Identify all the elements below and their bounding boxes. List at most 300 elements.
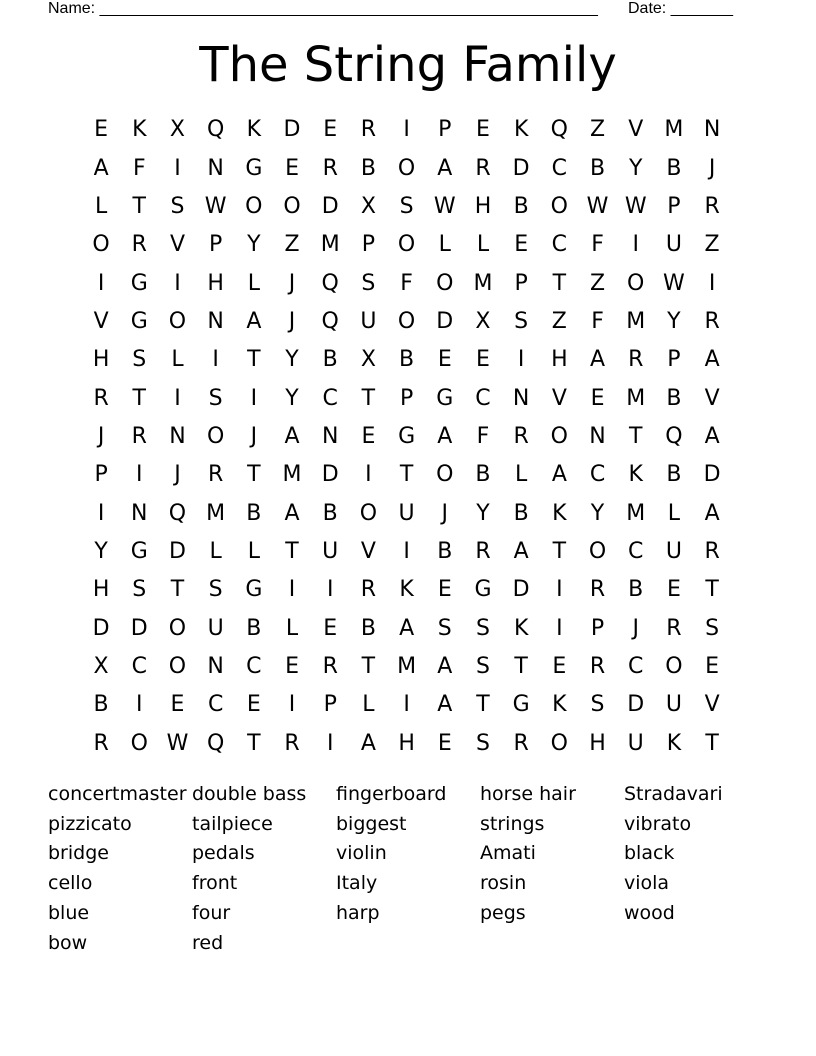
word-bank-item: pedals xyxy=(192,842,255,865)
grid-letter: P xyxy=(438,117,452,143)
grid-letter: E xyxy=(361,423,376,449)
grid-letter: G xyxy=(474,577,492,603)
grid-letter: Z xyxy=(704,232,720,258)
grid-letter: A xyxy=(360,730,376,756)
grid-letter: I xyxy=(174,155,181,181)
grid-letter: I xyxy=(326,730,334,756)
grid-letter: K xyxy=(246,117,262,143)
grid-letter: T xyxy=(132,385,146,411)
grid-letter: J xyxy=(288,270,296,296)
grid-letter: M xyxy=(664,117,684,143)
grid-letter: S xyxy=(208,577,223,603)
grid-letter: M xyxy=(626,385,646,411)
grid-letter: Z xyxy=(551,308,567,334)
grid-letter: A xyxy=(551,462,567,488)
grid-letter: I xyxy=(136,692,143,718)
grid-letter: T xyxy=(170,577,185,603)
grid-letter: K xyxy=(628,462,643,488)
grid-letter: R xyxy=(666,615,682,641)
grid-letter: G xyxy=(436,385,454,411)
grid-letter: B xyxy=(322,347,338,373)
word-bank-item: cello xyxy=(48,872,93,895)
grid-letter: D xyxy=(321,462,339,488)
grid-letter: F xyxy=(476,423,490,449)
grid-letter: A xyxy=(399,615,415,641)
grid-letter: L xyxy=(209,538,222,564)
grid-letter: T xyxy=(705,730,719,756)
grid-letter: K xyxy=(399,577,414,603)
grid-letter: B xyxy=(437,538,453,564)
grid-letter: T xyxy=(552,270,567,296)
grid-letter: R xyxy=(208,462,224,488)
grid-letter: I xyxy=(556,615,563,641)
grid-letter: L xyxy=(362,692,375,718)
grid-letter: R xyxy=(360,117,377,143)
grid-letter: Q xyxy=(665,423,683,449)
grid-letter: D xyxy=(130,615,148,641)
grid-letter: T xyxy=(552,538,567,564)
grid-letter: G xyxy=(512,692,530,718)
grid-letter: U xyxy=(360,308,377,334)
grid-letter: F xyxy=(400,270,413,296)
grid-letter: L xyxy=(247,538,260,564)
grid-letter: O xyxy=(92,232,110,258)
grid-letter: S xyxy=(475,615,490,641)
grid-letter: E xyxy=(246,692,261,718)
grid-letter: P xyxy=(590,615,605,641)
grid-letter: W xyxy=(663,270,685,296)
grid-letter: A xyxy=(284,500,300,526)
grid-letter: S xyxy=(705,615,720,641)
word-bank-item: black xyxy=(624,842,675,865)
grid-letter: L xyxy=(247,270,260,296)
grid-letter: U xyxy=(322,538,339,564)
grid-letter: T xyxy=(285,538,299,564)
grid-letter: E xyxy=(437,577,452,603)
grid-letter: M xyxy=(626,308,646,334)
grid-letter: Q xyxy=(550,117,568,143)
grid-letter: T xyxy=(476,692,490,718)
word-bank-item: strings xyxy=(480,812,545,835)
grid-letter: R xyxy=(131,423,147,449)
grid-letter: R xyxy=(284,730,300,756)
grid-letter: B xyxy=(666,385,682,411)
grid-letter: A xyxy=(704,347,720,373)
grid-letter: B xyxy=(513,500,529,526)
grid-letter: R xyxy=(322,155,338,181)
grid-letter: O xyxy=(397,308,416,334)
grid-letter: O xyxy=(283,193,301,219)
grid-letter: A xyxy=(704,423,720,449)
grid-letter: G xyxy=(245,577,263,603)
grid-letter: E xyxy=(437,730,452,756)
grid-letter: E xyxy=(437,347,452,373)
grid-letter: P xyxy=(94,462,108,488)
grid-letter: K xyxy=(513,615,529,641)
word-bank-item: double bass xyxy=(192,782,307,805)
grid-letter: W xyxy=(586,193,609,219)
grid-letter: F xyxy=(132,155,146,181)
grid-letter: N xyxy=(207,308,224,334)
grid-letter: B xyxy=(360,155,376,181)
grid-letter: E xyxy=(94,117,109,143)
grid-letter: I xyxy=(212,347,219,373)
grid-letter: L xyxy=(667,500,681,526)
grid-letter: U xyxy=(665,692,682,718)
grid-letter: J xyxy=(632,615,639,641)
grid-letter: E xyxy=(476,117,490,143)
grid-letter: M xyxy=(626,500,646,526)
grid-letter: W xyxy=(204,193,227,219)
grid-letter: U xyxy=(627,730,644,756)
grid-letter: O xyxy=(206,423,225,449)
grid-letter: S xyxy=(437,615,452,641)
grid-letter: V xyxy=(704,692,720,718)
grid-letter: A xyxy=(93,155,109,181)
grid-letter: N xyxy=(207,155,224,181)
grid-letter: R xyxy=(589,577,606,603)
grid-letter: W xyxy=(166,730,189,756)
grid-letter: M xyxy=(473,270,493,296)
grid-letter: J xyxy=(288,308,296,334)
grid-letter: I xyxy=(97,270,105,296)
grid-letter: M xyxy=(206,500,226,526)
word-search-grid xyxy=(82,111,731,763)
grid-letter: U xyxy=(665,538,682,564)
grid-letter: Q xyxy=(206,730,225,756)
grid-letter: O xyxy=(550,730,568,756)
grid-letter: R xyxy=(93,730,109,756)
grid-letter: O xyxy=(130,730,148,756)
grid-letter: P xyxy=(399,385,414,411)
grid-letter: T xyxy=(247,347,261,373)
grid-letter: X xyxy=(360,193,376,219)
grid-letter: N xyxy=(703,117,721,143)
grid-letter: E xyxy=(170,692,185,718)
grid-letter: O xyxy=(550,193,568,219)
grid-letter: O xyxy=(436,462,454,488)
grid-letter: K xyxy=(552,692,567,718)
grid-letter: Y xyxy=(247,232,261,258)
grid-letter: C xyxy=(628,653,644,679)
grid-letter: R xyxy=(513,730,529,756)
grid-letter: X xyxy=(169,117,185,143)
grid-letter: S xyxy=(132,347,147,373)
grid-letter: R xyxy=(589,653,606,679)
grid-letter: A xyxy=(437,653,453,679)
grid-letter: V xyxy=(169,232,185,258)
word-bank xyxy=(48,779,768,958)
grid-letter: O xyxy=(436,270,454,296)
grid-letter: B xyxy=(93,692,109,718)
word-bank-item: rosin xyxy=(480,872,527,895)
word-bank-item: Stradavari xyxy=(624,782,723,805)
grid-letter: O xyxy=(397,155,416,181)
grid-letter: Y xyxy=(285,385,299,411)
grid-letter: O xyxy=(550,423,568,449)
grid-letter: E xyxy=(590,385,605,411)
grid-letter: S xyxy=(514,308,529,334)
grid-letter: G xyxy=(398,423,416,449)
grid-letter: W xyxy=(624,193,647,219)
grid-letter: H xyxy=(589,730,606,756)
grid-letter: O xyxy=(665,653,683,679)
word-bank-item: biggest xyxy=(336,812,407,835)
grid-letter: D xyxy=(283,117,301,143)
grid-letter: R xyxy=(93,385,109,411)
grid-letter: C xyxy=(475,385,491,411)
grid-letter: U xyxy=(398,500,415,526)
grid-letter: C xyxy=(131,653,147,679)
grid-letter: G xyxy=(130,538,148,564)
grid-letter: P xyxy=(361,232,376,258)
grid-letter: Y xyxy=(667,308,681,334)
grid-letter: U xyxy=(665,232,682,258)
grid-letter: K xyxy=(666,730,682,756)
grid-letter: X xyxy=(93,653,109,679)
grid-letter: L xyxy=(515,462,528,488)
grid-letter: B xyxy=(628,577,644,603)
grid-letter: Y xyxy=(590,500,605,526)
grid-letter: A xyxy=(437,155,453,181)
grid-letter: L xyxy=(285,615,299,641)
grid-letter: I xyxy=(97,500,105,526)
grid-letter: X xyxy=(360,347,376,373)
grid-letter: S xyxy=(475,730,490,756)
grid-letter: Z xyxy=(589,117,606,143)
grid-letter: D xyxy=(436,308,454,334)
grid-letter: N xyxy=(589,423,606,449)
grid-letter: S xyxy=(590,692,605,718)
grid-letter: Y xyxy=(285,347,299,373)
word-bank-item: blue xyxy=(48,902,90,925)
word-bank-item: pegs xyxy=(480,902,526,925)
grid-letter: F xyxy=(591,232,604,258)
grid-letter: R xyxy=(704,308,720,334)
grid-letter: E xyxy=(323,117,338,143)
grid-letter: C xyxy=(589,462,606,488)
grid-letter: E xyxy=(285,653,299,679)
grid-letter: L xyxy=(476,232,490,258)
grid-letter: R xyxy=(628,347,644,373)
grid-letter: D xyxy=(321,193,339,219)
grid-letter: T xyxy=(132,193,146,219)
grid-letter: D xyxy=(512,155,530,181)
header-line xyxy=(48,0,748,20)
grid-letter: R xyxy=(513,423,529,449)
grid-letter: I xyxy=(136,462,143,488)
grid-letter: H xyxy=(474,193,492,219)
grid-letter: T xyxy=(399,462,414,488)
grid-letter: J xyxy=(174,462,181,488)
grid-letter: C xyxy=(628,538,644,564)
date-field-label: Date: _______ xyxy=(628,0,733,17)
grid-letter: T xyxy=(705,577,719,603)
word-bank-item: viola xyxy=(624,872,670,895)
grid-letter: Z xyxy=(284,232,300,258)
grid-letter: B xyxy=(513,193,529,219)
grid-letter: E xyxy=(285,155,299,181)
grid-letter: B xyxy=(246,500,262,526)
grid-letter: P xyxy=(514,270,528,296)
grid-letter: K xyxy=(552,500,567,526)
grid-letter: A xyxy=(284,423,300,449)
grid-letter: O xyxy=(245,193,263,219)
grid-letter: P xyxy=(667,193,681,219)
grid-letter: S xyxy=(170,193,185,219)
word-bank-item: four xyxy=(192,902,231,925)
grid-letter: C xyxy=(246,653,262,679)
page-title: The String Family xyxy=(199,37,617,93)
grid-letter: O xyxy=(397,232,416,258)
grid-letter: B xyxy=(666,462,682,488)
grid-letter: O xyxy=(588,538,607,564)
grid-letter: I xyxy=(288,577,296,603)
grid-letter: R xyxy=(475,538,491,564)
grid-letter: K xyxy=(513,117,529,143)
grid-letter: T xyxy=(514,653,528,679)
grid-letter: D xyxy=(168,538,186,564)
grid-letter: I xyxy=(556,577,563,603)
word-bank-item: red xyxy=(192,931,224,954)
grid-letter: E xyxy=(514,232,529,258)
grid-letter: I xyxy=(288,692,296,718)
word-bank-item: Amati xyxy=(480,842,536,865)
grid-letter: A xyxy=(590,347,606,373)
grid-letter: H xyxy=(398,730,415,756)
grid-letter: A xyxy=(704,500,720,526)
grid-letter: I xyxy=(632,232,639,258)
grid-letter: Z xyxy=(589,270,606,296)
word-bank-item: Italy xyxy=(336,872,378,895)
grid-letter: N xyxy=(169,423,186,449)
grid-letter: B xyxy=(246,615,262,641)
grid-letter: V xyxy=(93,308,109,334)
grid-letter: B xyxy=(322,500,338,526)
grid-letter: V xyxy=(360,538,376,564)
grid-letter: J xyxy=(441,500,449,526)
grid-letter: T xyxy=(247,730,261,756)
grid-letter: S xyxy=(399,193,414,219)
word-bank-item: wood xyxy=(624,902,675,925)
grid-letter: G xyxy=(130,270,148,296)
grid-letter: N xyxy=(131,500,148,526)
grid-letter: E xyxy=(552,653,567,679)
word-bank-item: vibrato xyxy=(624,812,692,835)
grid-letter: R xyxy=(475,155,491,181)
grid-letter: I xyxy=(403,692,410,718)
grid-letter: X xyxy=(475,308,491,334)
grid-letter: T xyxy=(361,653,376,679)
grid-letter: I xyxy=(365,462,372,488)
grid-letter: T xyxy=(628,423,643,449)
grid-letter: D xyxy=(703,462,721,488)
grid-letter: C xyxy=(551,155,568,181)
grid-letter: T xyxy=(247,462,261,488)
name-field-label: Name: ________________________________________________________ xyxy=(48,0,598,17)
word-bank-item: harp xyxy=(336,902,380,925)
grid-letter: I xyxy=(174,270,181,296)
grid-letter: L xyxy=(94,193,108,219)
grid-letter: R xyxy=(360,577,377,603)
grid-letter: I xyxy=(403,117,410,143)
word-bank-item: pizzicato xyxy=(48,812,132,835)
grid-letter: Q xyxy=(168,500,187,526)
grid-letter: J xyxy=(97,423,105,449)
grid-letter: C xyxy=(207,692,224,718)
grid-letter: P xyxy=(323,692,337,718)
grid-letter: H xyxy=(207,270,224,296)
grid-letter: P xyxy=(667,347,681,373)
word-bank-item: bow xyxy=(48,931,88,954)
grid-letter: I xyxy=(174,385,181,411)
grid-letter: E xyxy=(666,577,681,603)
grid-letter: L xyxy=(171,347,184,373)
grid-letter: D xyxy=(627,692,645,718)
grid-letter: O xyxy=(168,308,187,334)
grid-letter: G xyxy=(245,155,263,181)
word-bank-item: tailpiece xyxy=(192,812,273,835)
grid-letter: O xyxy=(168,615,187,641)
grid-letter: J xyxy=(708,155,716,181)
grid-letter: B xyxy=(475,462,491,488)
grid-letter: G xyxy=(130,308,148,334)
grid-letter: H xyxy=(92,347,110,373)
grid-letter: L xyxy=(438,232,451,258)
grid-letter: A xyxy=(437,692,453,718)
grid-letter: Q xyxy=(321,308,339,334)
grid-letter: E xyxy=(705,653,720,679)
grid-letter: Q xyxy=(206,117,225,143)
grid-letter: P xyxy=(209,232,223,258)
grid-letter: R xyxy=(131,232,147,258)
word-bank-item: bridge xyxy=(48,842,109,865)
grid-letter: Y xyxy=(476,500,490,526)
grid-letter: M xyxy=(397,653,417,679)
grid-letter: R xyxy=(322,653,338,679)
grid-letter: C xyxy=(322,385,338,411)
word-bank-item: horse hair xyxy=(480,782,576,805)
grid-letter: B xyxy=(589,155,606,181)
grid-letter: D xyxy=(512,577,530,603)
word-bank-item: concertmaster xyxy=(48,782,187,805)
grid-letter: R xyxy=(704,193,720,219)
grid-letter: S xyxy=(208,385,223,411)
grid-letter: Q xyxy=(321,270,339,296)
grid-letter: S xyxy=(132,577,147,603)
grid-letter: B xyxy=(360,615,376,641)
word-bank-item: violin xyxy=(336,842,387,865)
grid-letter: S xyxy=(361,270,376,296)
grid-letter: D xyxy=(92,615,110,641)
grid-letter: B xyxy=(399,347,415,373)
grid-letter: T xyxy=(361,385,376,411)
word-bank-item: front xyxy=(192,872,238,895)
word-bank-item: fingerboard xyxy=(336,782,447,805)
grid-letter: A xyxy=(246,308,262,334)
grid-letter: R xyxy=(704,538,720,564)
grid-letter: S xyxy=(475,653,490,679)
grid-letter: M xyxy=(320,232,340,258)
grid-letter: V xyxy=(704,385,720,411)
grid-letter: Y xyxy=(628,155,643,181)
grid-letter: O xyxy=(627,270,645,296)
grid-letter: N xyxy=(207,653,224,679)
grid-letter: E xyxy=(476,347,490,373)
grid-letter: I xyxy=(250,385,258,411)
grid-letter: A xyxy=(437,423,453,449)
grid-letter: Y xyxy=(94,538,108,564)
